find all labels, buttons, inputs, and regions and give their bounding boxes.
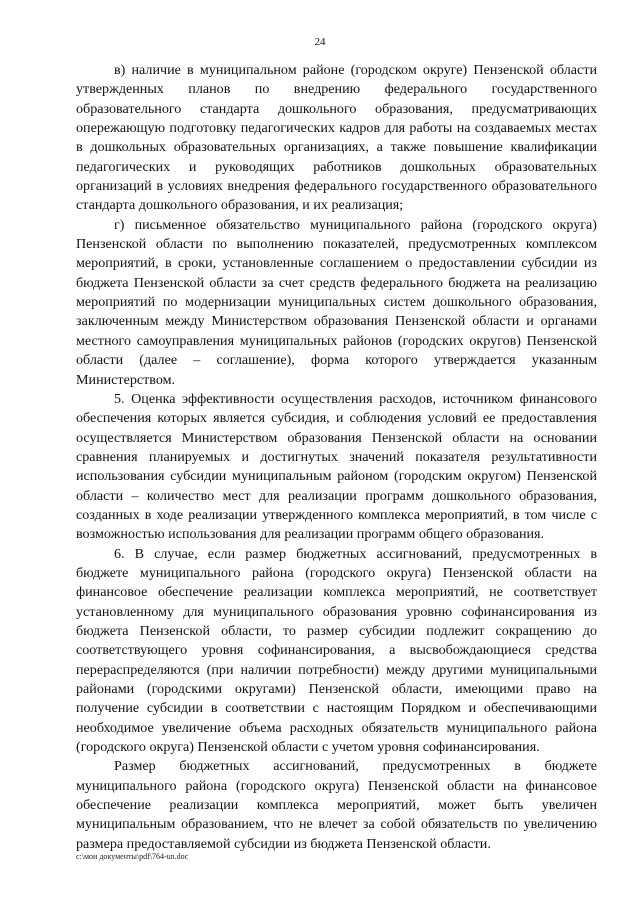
document-body (76, 61, 597, 854)
page-number: 24 (314, 36, 326, 48)
paragraph-v: в) наличие в муниципальном районе (городском округе) Пензенской области утвержденных планов по внедрению федерального государственного образовательного стандарта дошкольного образования, предусматривающих опережающую подготовку педагогических кадров для работы на создаваемых местах в дошкольных образовательных организациях, а также повышение квалификации педагогических и руководящих работников дошкольных образовательных организаций в условиях внедрения федерального государственного образовательного стандарта дошкольного образования, и их реализация; (76, 62, 597, 214)
paragraph-g: г) письменное обязательство муниципального района (городского округа) Пензенской области по выполнению показателей, предусмотренных комплексом мероприятий, в сроки, установленные соглашением о предоставлении субсидии из бюджета Пензенской области за счет средств федерального бюджета на реализацию мероприятий по модернизации муниципальных систем дошкольного образования, заключенным между Министерством образования Пензенской области и органами местного самоуправления муниципальных районов (городских округов) Пензенской области (далее – соглашение), форма которого утверждается указанным Министерством. (76, 216, 597, 388)
paragraph-5: 5. Оценка эффективности осуществления расходов, источником финансового обеспечения которых является субсидия, и соблюдения условий ее предоставления осуществляется Министерством образования Пензенской области на основании сравнения планируемых и достигнутых значений показателя результативности использования субсидии муниципальным районом (городским округом) Пензенской области – количество мест для реализации программ дошкольного образования, созданных в ходе реализации утвержденного комплекса мероприятий, в том числе с возможностью использования для реализации программ общего образования. (76, 390, 597, 543)
paragraph-budget-increase: Размер бюджетных ассигнований, предусмотренных в бюджете муниципального района (городского округа) Пензенской области на финансовое обеспечение реализации комплекса мероприятий, может быть увеличен муниципальным образованием, что не влечет за собой обязательств по увеличению размера предоставляемой субсидии из бюджета Пензенской области. (76, 758, 597, 852)
paragraph-6: 6. В случае, если размер бюджетных ассигнований, предусмотренных в бюджете муниципального района (городского округа) Пензенской области на финансовое обеспечение реализации комплекса мероприятий, не соответствует установленному для муниципального образования уровню софинансирования из бюджета Пензенской области, то размер субсидии подлежит сокращению до соответствующего уровня софинансирования, а высвобождающиеся средства перераспределяются (при наличии потребности) между другими муниципальными районами (городскими округами) Пензенской области, имеющими право на получение субсидии в соответствии с настоящим Порядком и обеспечивающими необходимое увеличение объема расходных обязательств муниципального района (городского округа) Пензенской области с учетом уровня софинансирования. (76, 545, 597, 756)
footer-file-path: c:\мои документы\pdf\764-un.doc (76, 852, 189, 861)
